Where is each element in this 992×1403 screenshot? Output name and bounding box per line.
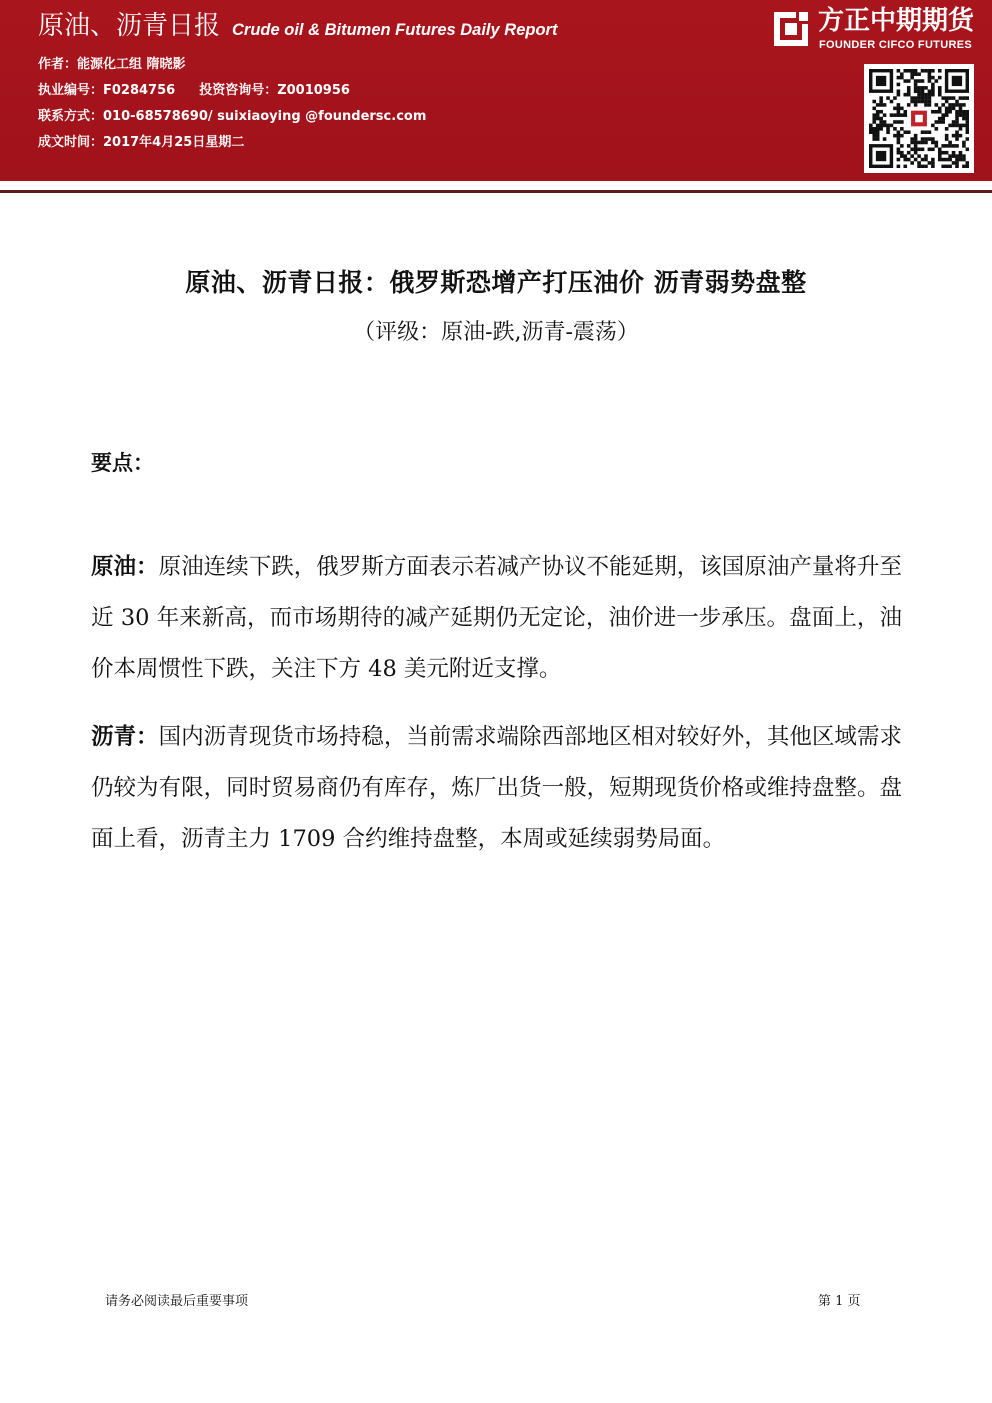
contact-line: 联系方式：010-68578690/ suixiaoying @foundersc.com [38, 109, 427, 124]
brand-name: 方正中期期货 [818, 6, 975, 36]
founder-logo-icon [770, 8, 812, 50]
section-text: 原油连续下跌，俄罗斯方面表示若减产协议不能延期，该国原油产量将升至近 30 年来新高，而市场期待的减产延期仍无定论，油价进一步承压。盘面上，油价本周惯性下跌，关注下方 48 美元附近支撑。 [91, 554, 902, 682]
header-banner [0, 0, 992, 181]
rating-subtitle: （评级：原油-跌,沥青-震荡） [353, 320, 639, 345]
page-number: 第 1 页 [818, 1294, 861, 1309]
key-points-heading: 要点： [91, 450, 154, 475]
date-line: 成文时间：2017年4月25日星期二 [38, 135, 245, 150]
author-line: 作者：能源化工组 隋晓影 [38, 57, 186, 72]
section-label: 沥青： [91, 724, 159, 750]
qr-code [864, 64, 974, 173]
consult-number: 投资咨询号：Z0010956 [199, 83, 350, 98]
license-number: 执业编号：F0284756 [38, 83, 176, 98]
section-bitumen [91, 712, 902, 865]
key-points-body [91, 542, 902, 882]
qr-code-icon [869, 69, 969, 168]
header-divider [0, 190, 992, 193]
license-line [38, 83, 350, 99]
brand-name-en: FOUNDER CIFCO FUTURES [819, 39, 972, 51]
section-crude-oil [91, 542, 902, 695]
section-label: 原油： [91, 554, 159, 580]
page-title: 原油、沥青日报：俄罗斯恐增产打压油价 沥青弱势盘整 [185, 268, 807, 297]
report-series-title-en: Crude oil & Bitumen Futures Daily Report [232, 21, 558, 39]
section-text: 国内沥青现货市场持稳，当前需求端除西部地区相对较好外，其他区域需求仍较为有限，同时贸易商仍有库存，炼厂出货一般，短期现货价格或维持盘整。盘面上看，沥青主力 1709 合约维持盘整，本周或延续弱势局面。 [91, 724, 902, 852]
footer-notice: 请务必阅读最后重要事项 [105, 1294, 249, 1309]
report-series-title: 原油、沥青日报 [38, 11, 221, 41]
